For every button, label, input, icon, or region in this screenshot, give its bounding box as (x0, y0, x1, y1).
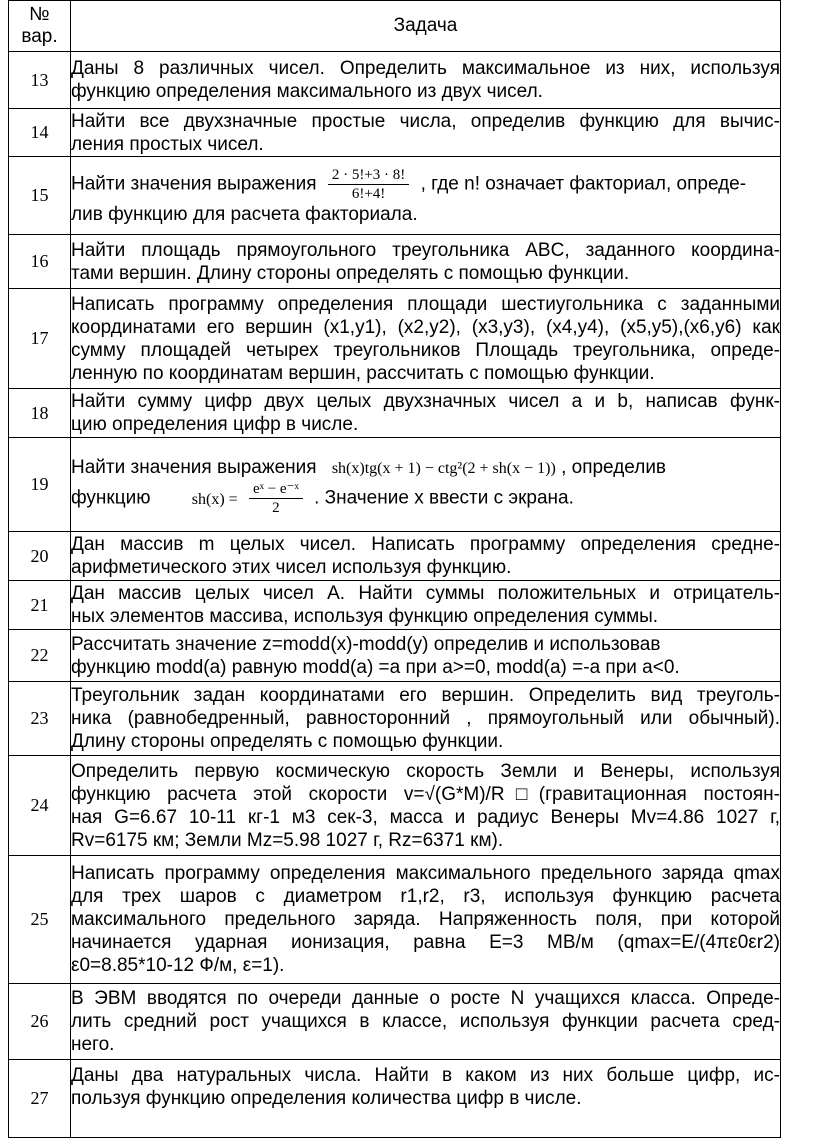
task-text-suffix: , где n! означает факториал, опреде- (420, 173, 747, 195)
task-line: Треугольник задан координатами его вершин. Определить вид треуголь- (71, 685, 780, 706)
variant-number: 23 (9, 682, 71, 756)
fraction-numerator: 2 · 5!+3 · 8! (328, 166, 409, 185)
task-line: пользуя функцию определения количества цифр в числе. (71, 1088, 582, 1109)
variant-number: 21 (9, 581, 71, 630)
task-line: для трех шаров с диаметром r1,r2, r3, используя функцию расчета (71, 886, 780, 907)
task-line: Дан массив m целых чисел. Написать программу определения средне- (71, 534, 780, 555)
task-line: максимального предельного заряда. Напряженность поля, при которой (71, 909, 780, 930)
variant-number: 27 (9, 1060, 71, 1138)
task-line: Написать программу определения площади шестиугольника с заданными (71, 293, 780, 315)
table-row (9, 630, 781, 682)
task-line: ленную по координатам вершин, рассчитать с помощью функции. (71, 362, 655, 384)
variant-number: 18 (9, 389, 71, 438)
fraction-denominator: 6!+4! (351, 185, 386, 202)
task-line: Rv=6175 км; Земли Mz=5.98 1027 г, Rz=6371 км). (71, 829, 504, 851)
table-row (9, 389, 781, 438)
task-line: Найти все двухзначные простые числа, определив функцию для вычис- (71, 110, 780, 132)
task-line: функцию определения максимального из двух чисел. (71, 81, 543, 102)
table-row (9, 109, 781, 157)
variant-number: 14 (9, 109, 71, 157)
table-row (9, 984, 781, 1060)
task-text (71, 984, 781, 1060)
task-text (71, 581, 781, 630)
task-text-prefix: Найти значения выражения (71, 173, 317, 195)
fraction-denominator: 2 (272, 500, 280, 516)
task-line: сумму площадей четырех треугольников Площадь треугольника, опреде- (71, 339, 780, 361)
table-row (9, 532, 781, 581)
variant-number: 25 (9, 856, 71, 984)
task-line: ления простых чисел. (71, 133, 264, 155)
task-line: функцию расчета этой скорости v=√(G*M)/R□(гравитационная постоян- (71, 783, 780, 805)
task-text (71, 1060, 781, 1138)
task-line: Найти площадь прямоугольного треугольника ABC, заданного координа- (71, 239, 780, 261)
table-header-row (9, 1, 781, 52)
variant-number: 20 (9, 532, 71, 581)
task-text (71, 235, 781, 289)
task-text (71, 856, 781, 984)
task-text-suffix: , определив (561, 457, 667, 478)
task-line: начинается ударная ионизация, равна E=3 МВ/м (qmax=E/(4πε0εr2) (71, 932, 780, 953)
task-line: тами вершин. Длину стороны определять с помощью функции. (71, 262, 630, 284)
tasks-table (8, 0, 781, 1138)
variant-number: 19 (9, 438, 71, 532)
variant-number: 24 (9, 756, 71, 856)
task-line: Длину стороны определять с помощью функции. (71, 731, 504, 752)
table-row (9, 682, 781, 756)
task-line: координатами его вершин (x1,y1), (x2,y2), (x3,y3), (x4,y4), (x5,y5),(x6,y6) как (71, 316, 780, 338)
task-line: Даны два натуральных числа. Найти в каком из них больше цифр, ис- (71, 1065, 780, 1086)
expression-formula: sh(x)tg(x + 1) − ctg²(2 + sh(x − 1)) (331, 460, 556, 477)
task-text (71, 630, 781, 682)
variant-number: 22 (9, 630, 71, 682)
task-text-prefix: Найти значения выражения (71, 457, 317, 478)
task-line: Рассчитать значение z=modd(x)-modd(y) определив и использовав (71, 633, 661, 655)
task-line: Даны 8 различных чисел. Определить максимальное из них, используя (71, 58, 780, 79)
task-text-prefix: функцию (71, 487, 151, 509)
task-text (71, 756, 781, 856)
variant-number: 26 (9, 984, 71, 1060)
header-variant-number: № вар. (9, 1, 71, 52)
fraction-numerator: eˣ − e⁻ˣ (249, 480, 303, 499)
task-line: арифметического этих чисел используя функцию. (71, 557, 512, 578)
function-lhs: sh(x) = (191, 490, 238, 508)
task-line: ε0=8.85*10-12 Ф/м, ε=1). (71, 955, 285, 976)
table-row (9, 235, 781, 289)
task-text-suffix: . Значение x ввести с экрана. (314, 487, 574, 509)
variant-number: 16 (9, 235, 71, 289)
task-text (71, 52, 781, 109)
sh-fraction (249, 480, 303, 517)
task-line: лив функцию для расчета факториала. (71, 203, 418, 225)
table-row (9, 289, 781, 389)
table-row (9, 581, 781, 630)
table-row (9, 438, 781, 532)
task-text (71, 109, 781, 157)
table-row (9, 856, 781, 984)
task-line: него. (71, 1034, 115, 1055)
table-row (9, 1060, 781, 1138)
table-row (9, 756, 781, 856)
task-text (71, 682, 781, 756)
table-row (9, 157, 781, 235)
task-text (71, 532, 781, 581)
task-text (71, 157, 781, 235)
header-task: Задача (71, 1, 781, 52)
task-line: ная G=6.67 10-11 кг-1 м3 сек-3, масса и радиус Венеры Mv=4.86 1027 г, (71, 806, 780, 828)
task-line: Написать программу определения максимального предельного заряда qmax (71, 863, 780, 884)
task-line: ных элементов массива, используя функцию определения суммы. (71, 606, 659, 627)
task-text (71, 389, 781, 438)
task-line: лить средний рост учащихся в классе, используя функции расчета сред- (71, 1011, 780, 1032)
variant-number: 17 (9, 289, 71, 389)
task-text (71, 438, 781, 532)
task-line: В ЭВМ вводятся по очереди данные о росте N учащихся класса. Опреде- (71, 988, 780, 1009)
variant-number: 15 (9, 157, 71, 235)
task-line: Найти сумму цифр двух целых двухзначных чисел a и b, написав функ- (71, 391, 780, 412)
table-row (9, 52, 781, 109)
task-line: Дан массив целых чисел A. Найти суммы положительных и отрицатель- (71, 583, 780, 604)
task-text (71, 289, 781, 389)
factorial-fraction (328, 166, 409, 203)
task-line: функцию modd(a) равную modd(a) =a при a>=0, modd(a) =-a при a<0. (71, 656, 680, 678)
task-line: Определить первую космическую скорость Земли и Венеры, используя (71, 760, 780, 782)
variant-number: 13 (9, 52, 71, 109)
task-line: цию определения цифр в числе. (71, 414, 359, 435)
task-line: ника (равнобедренный, равносторонний , прямоугольный или обычный). (71, 708, 780, 729)
